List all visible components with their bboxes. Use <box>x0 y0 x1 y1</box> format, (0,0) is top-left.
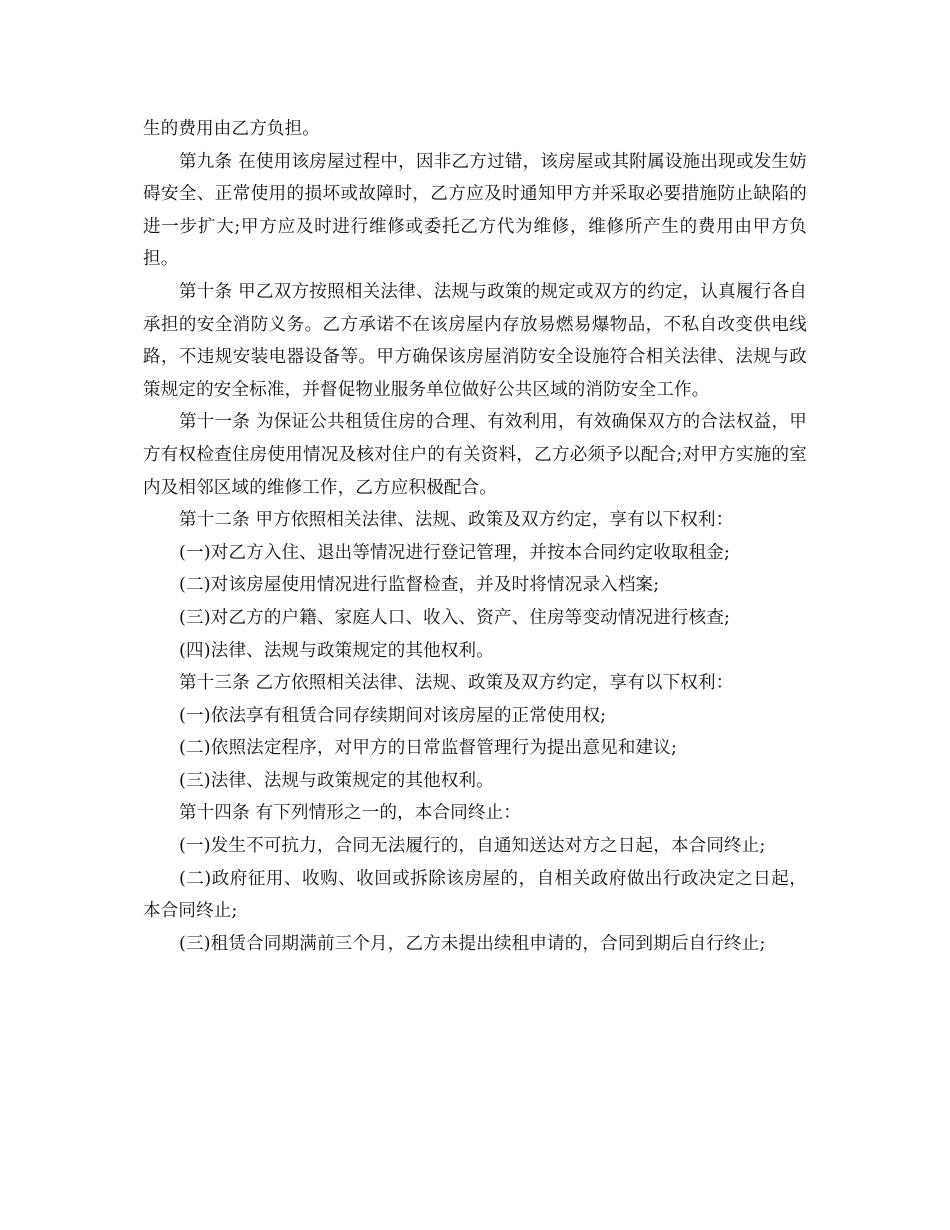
article-11: 第十一条 为保证公共租赁住房的合理、有效利用，有效确保双方的合法权益，甲方有权检查住房使用情况及核对住户的有关资料，乙方必须予以配合;对甲方实施的室内及相邻区域的维修工作，乙方应积极配合。 <box>143 412 807 498</box>
article-14-item-2: (二)政府征用、收购、收回或拆除该房屋的，自相关政府做出行政决定之日起，本合同终止; <box>143 868 807 922</box>
article-14: 第十四条 有下列情形之一的，本合同终止： <box>179 803 522 824</box>
article-10: 第十条 甲乙双方按照相关法律、法规与政策的规定或双方的约定，认真履行各自承担的安全消防义务。乙方承诺不在该房屋内存放易燃易爆物品，不私自改变供电线路，不违规安装电器设备等。甲方确保该房屋消防安全设施符合相关法律、法规与政策规定的安全标准，并督促物业服务单位做好公共区域的消防安全工作。 <box>143 281 807 400</box>
article-13: 第十三条 乙方依照相关法律、法规、政策及双方约定，享有以下权利： <box>179 673 734 694</box>
article-12: 第十二条 甲方依照相关法律、法规、政策及双方约定，享有以下权利： <box>179 510 734 531</box>
document-body <box>143 113 807 960</box>
paragraph-continuation: 生的费用由乙方负担。 <box>143 119 320 139</box>
article-12-item-1: (一)对乙方入住、退出等情况进行登记管理，并按本合同约定收取租金; <box>179 542 731 563</box>
article-14-item-3: (三)租赁合同期满前三个月，乙方未提出续租申请的，合同到期后自行终止; <box>179 933 766 954</box>
article-13-item-2: (二)依照法定程序，对甲方的日常监督管理行为提出意见和建议; <box>179 738 678 759</box>
article-12-item-4: (四)法律、法规与政策规定的其他权利。 <box>179 640 494 661</box>
article-12-item-2: (二)对该房屋使用情况进行监督检查，并及时将情况录入档案; <box>179 575 660 596</box>
article-14-item-1: (一)发生不可抗力，合同无法履行的，自通知送达对方之日起，本合同终止; <box>179 836 766 857</box>
article-9: 第九条 在使用该房屋过程中，因非乙方过错，该房屋或其附属设施出现或发生妨碍安全、正常使用的损坏或故障时，乙方应及时通知甲方并采取必要措施防止缺陷的进一步扩大;甲方应及时进行维修或委托乙方代为维修，维修所产生的费用由甲方负担。 <box>143 151 807 270</box>
article-13-item-1: (一)依法享有租赁合同存续期间对该房屋的正常使用权; <box>179 705 607 726</box>
article-12-item-3: (三)对乙方的户籍、家庭人口、收入、资产、住房等变动情况进行核查; <box>179 607 731 628</box>
article-13-item-3: (三)法律、法规与政策规定的其他权利。 <box>179 770 494 791</box>
